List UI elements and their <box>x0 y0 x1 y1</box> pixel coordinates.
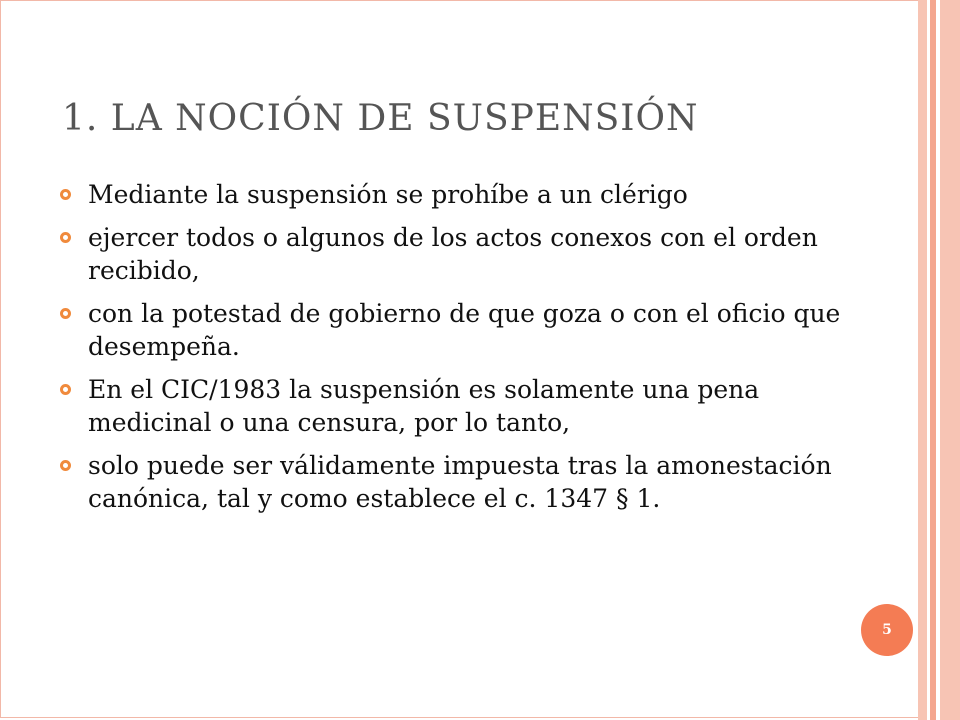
bullet-list <box>60 178 850 525</box>
bullet-circle-icon <box>60 232 71 243</box>
bullet-item <box>60 449 850 515</box>
bullet-item <box>60 178 850 211</box>
bullet-text: ejercer todos o algunos de los actos conexos con el orden recibido, <box>88 223 818 285</box>
decorative-stripe <box>918 0 927 720</box>
decorative-stripe <box>940 0 960 720</box>
bullet-text: con la potestad de gobierno de que goza o con el oficio que desempeña. <box>88 299 841 361</box>
page-number-badge: 5 <box>861 604 913 656</box>
bullet-text: Mediante la suspensión se prohíbe a un clérigo <box>88 180 688 209</box>
bullet-circle-icon <box>60 189 71 200</box>
bullet-item <box>60 373 850 439</box>
bullet-circle-icon <box>60 384 71 395</box>
bullet-item <box>60 297 850 363</box>
slide-title: 1. LA NOCIÓN DE SUSPENSIÓN <box>62 98 699 139</box>
bullet-text: En el CIC/1983 la suspensión es solamente una pena medicinal o una censura, por lo tanto, <box>88 375 760 437</box>
bullet-text: solo puede ser válidamente impuesta tras la amonestación canónica, tal y como establece el c. 1347 § 1. <box>88 451 832 513</box>
bullet-circle-icon <box>60 460 71 471</box>
bullet-item <box>60 221 850 287</box>
bullet-circle-icon <box>60 308 71 319</box>
